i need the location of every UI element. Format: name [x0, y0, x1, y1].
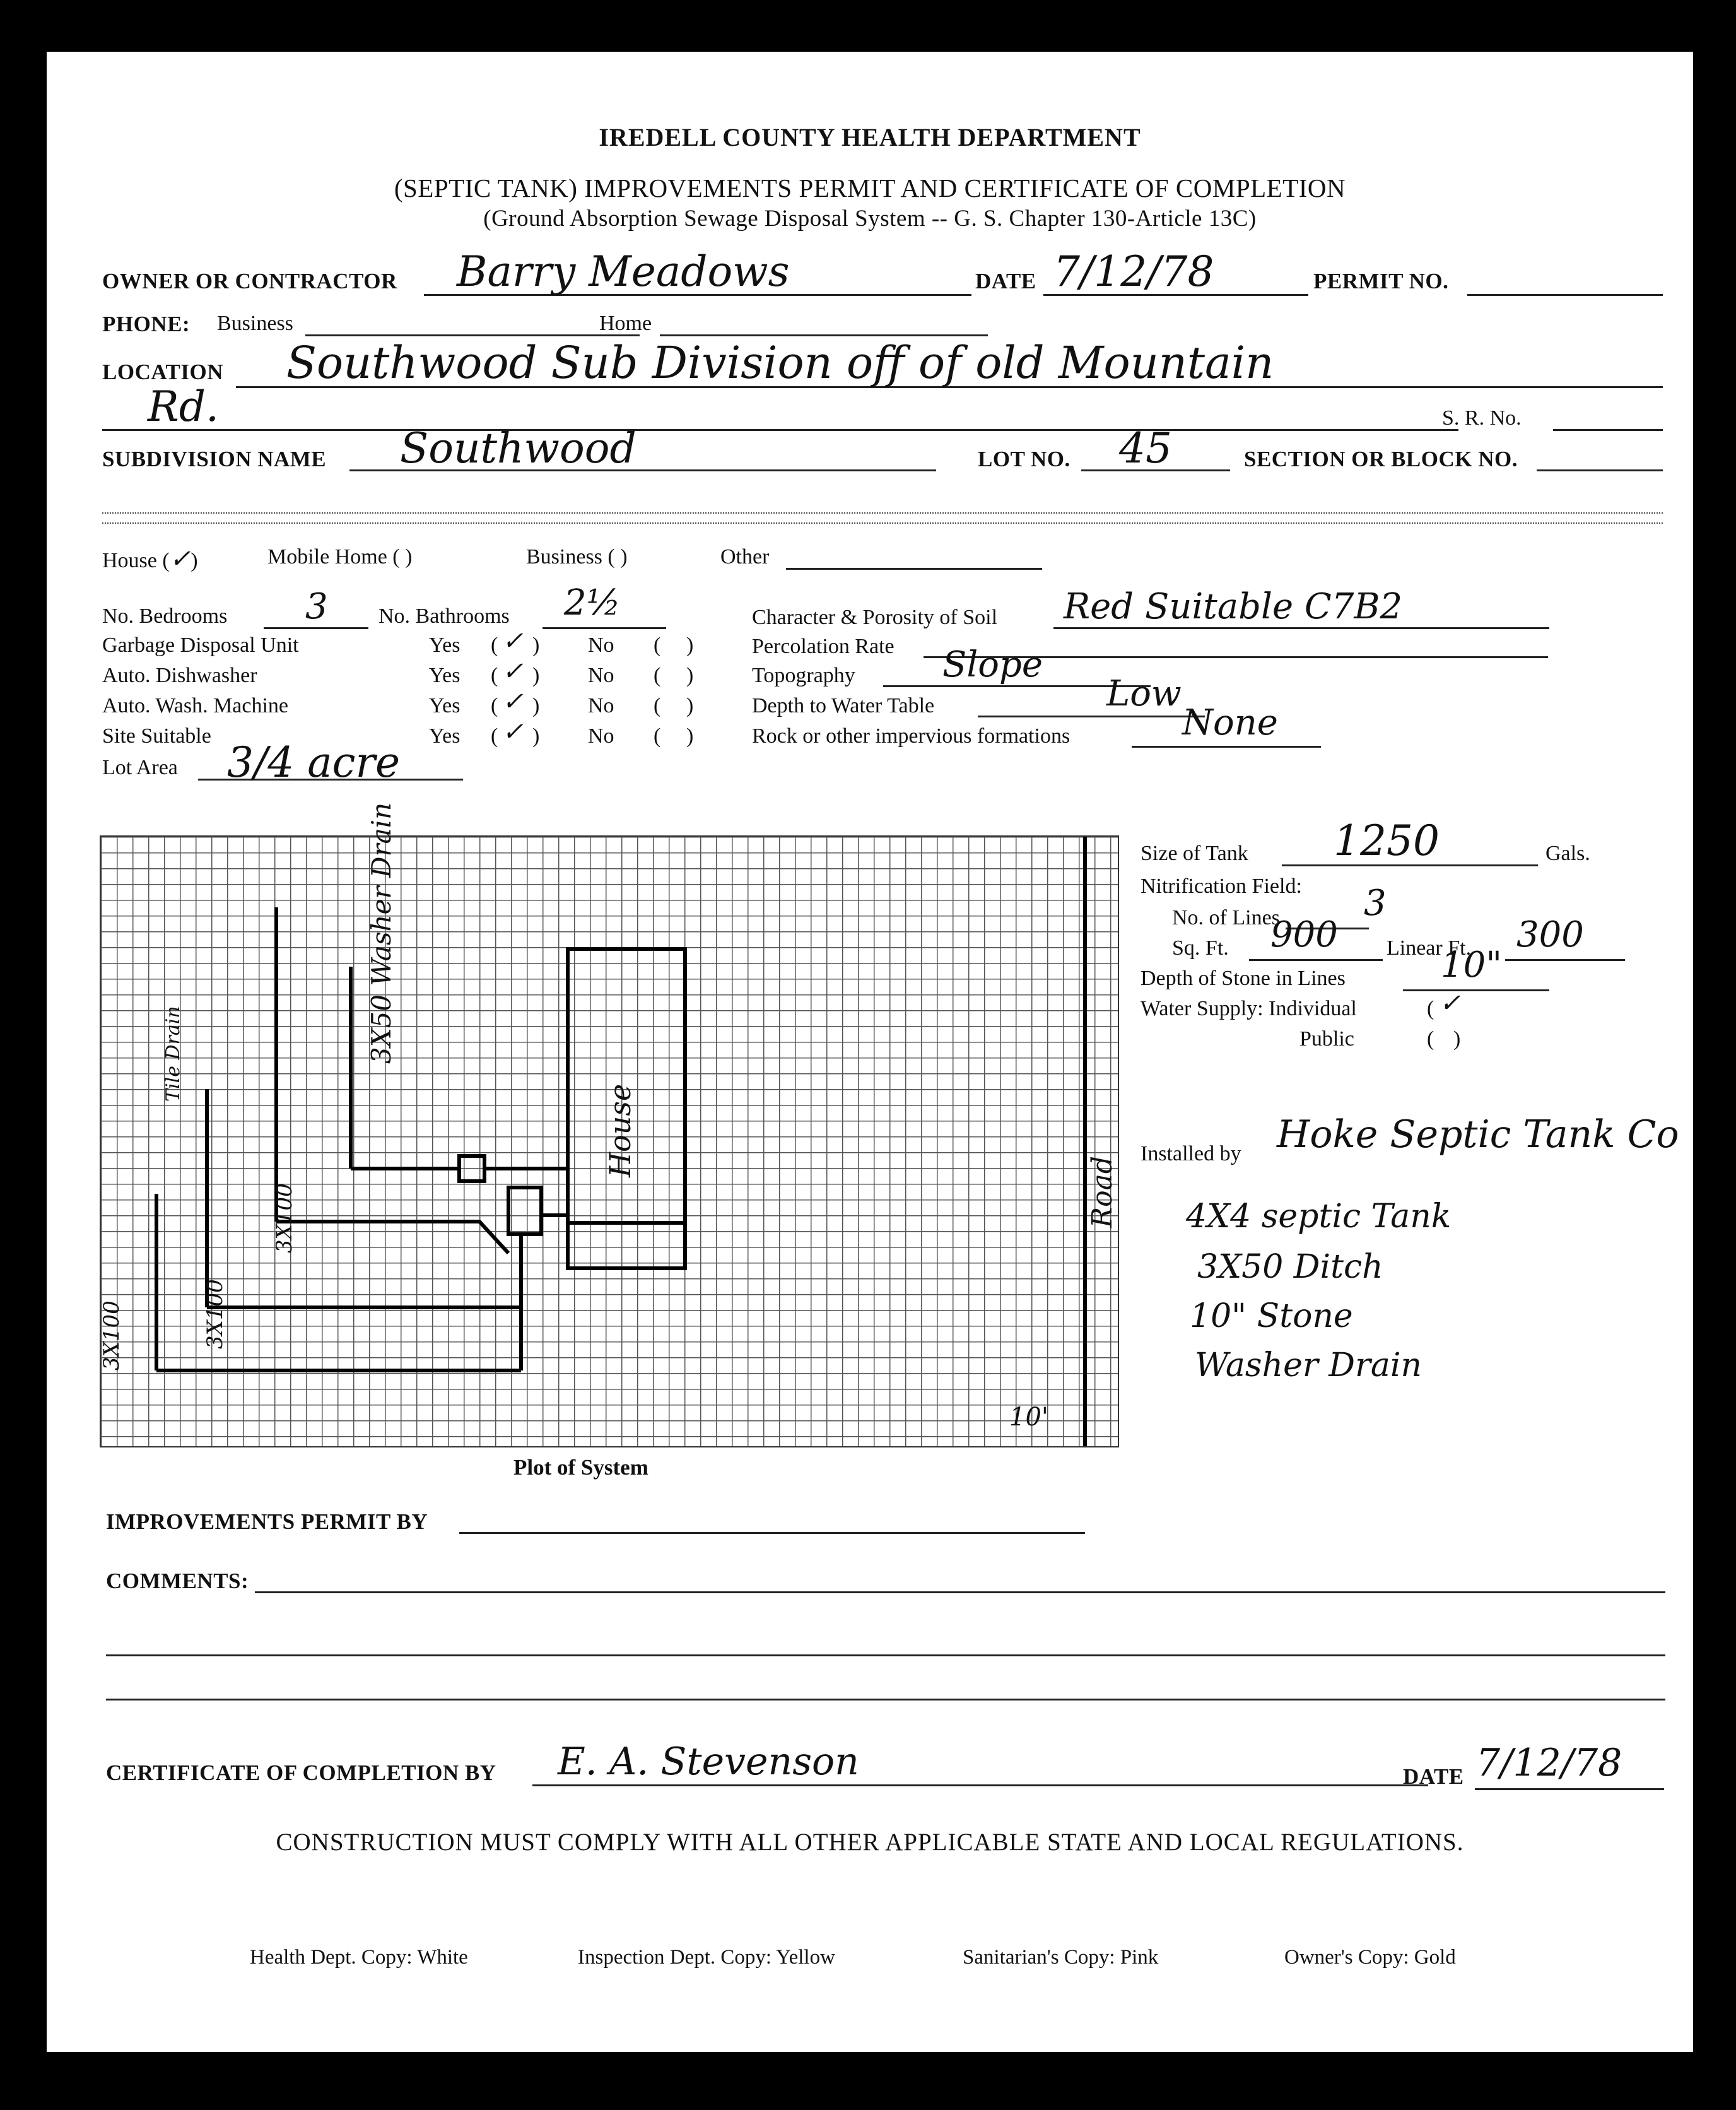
no-label: No: [588, 634, 614, 657]
phone-home-label: Home: [599, 312, 652, 335]
installed-by-value: Hoke Septic Tank Co: [1277, 1112, 1679, 1157]
lot-area-value: 3/4 acre: [227, 738, 401, 787]
type-mobile-home: Mobile Home ( ): [267, 545, 413, 569]
no-paren-open: (: [654, 664, 661, 687]
washer-drain-label: 3X50 Washer Drain: [366, 802, 397, 1064]
scale-label: 10': [1009, 1403, 1048, 1432]
yes-paren-close: ): [532, 664, 540, 687]
appliance-label: Garbage Disposal Unit: [102, 634, 299, 657]
copy-sanitarian: Sanitarian's Copy: Pink: [963, 1946, 1159, 1969]
yes-label: Yes: [429, 724, 460, 748]
water-public-label: Public: [1299, 1027, 1354, 1051]
permit-no-label: PERMIT NO.: [1313, 269, 1449, 293]
copy-owner: Owner's Copy: Gold: [1284, 1946, 1456, 1969]
date-label: DATE: [975, 269, 1036, 293]
yes-paren-open: (: [491, 664, 498, 687]
yes-label: Yes: [429, 664, 460, 687]
sqft-value: 900: [1270, 914, 1338, 955]
lot-area-label: Lot Area: [102, 756, 178, 779]
plot-grid: [99, 802, 1119, 1447]
yes-mark: ✓: [502, 717, 524, 746]
linear-label: Linear Ft.: [1387, 936, 1472, 960]
appliance-label: Auto. Dishwasher: [102, 664, 257, 687]
water-public-paren-close: ): [1453, 1027, 1461, 1051]
water-individual-paren-open: (: [1427, 997, 1434, 1020]
yes-paren-open: (: [491, 634, 498, 657]
comments-label: COMMENTS:: [106, 1569, 249, 1593]
type-other: Other: [720, 545, 770, 569]
owner-value: Barry Meadows: [457, 247, 790, 296]
compliance-notice: CONSTRUCTION MUST COMPLY WITH ALL OTHER APPLICABLE STATE AND LOCAL REGULATIONS.: [276, 1829, 1464, 1856]
water-supply-label: Water Supply: Individual: [1141, 997, 1357, 1020]
no-paren-close: ): [686, 724, 694, 748]
no-paren-open: (: [654, 694, 661, 717]
no-paren-close: ): [686, 694, 694, 717]
soil-character-label: Character & Porosity of Soil: [752, 606, 998, 629]
no-paren-open: (: [654, 634, 661, 657]
yes-mark: ✓: [502, 687, 524, 716]
lines-value: 3: [1364, 883, 1387, 924]
lot-no-value: 45: [1119, 424, 1172, 473]
bedrooms-value: 3: [305, 586, 328, 627]
bathrooms-label: No. Bathrooms: [378, 604, 510, 628]
yes-paren-open: (: [491, 724, 498, 748]
no-paren-open: (: [654, 724, 661, 748]
appliance-label: Auto. Wash. Machine: [102, 694, 289, 717]
bathrooms-value: 2½: [564, 582, 621, 623]
section-label: SECTION OR BLOCK NO.: [1244, 447, 1518, 471]
yes-paren-close: ): [532, 634, 540, 657]
tank-size-unit: Gals.: [1545, 842, 1590, 865]
line-b-label: 3X100: [202, 1279, 228, 1349]
yes-paren-close: ): [532, 694, 540, 717]
line-c-label: 3X100: [99, 1300, 124, 1370]
water-individual-mark: ✓: [1440, 989, 1461, 1018]
percolation-label: Percolation Rate: [752, 635, 894, 658]
subdivision-value: Southwood: [400, 424, 636, 473]
drain-field-label: Tile Drain: [162, 1006, 184, 1102]
appliance-label: Site Suitable: [102, 724, 211, 748]
topography-label: Topography: [752, 664, 855, 687]
yes-mark: ✓: [502, 657, 524, 686]
tank-size-label: Size of Tank: [1141, 842, 1248, 865]
soil-character-value: Red Suitable C7B2: [1064, 586, 1403, 627]
type-business: Business ( ): [526, 545, 628, 569]
location-value-line2: Rd.: [148, 382, 219, 431]
type-house: House (✓): [102, 545, 198, 574]
yes-label: Yes: [429, 694, 460, 717]
bedrooms-label: No. Bedrooms: [102, 604, 228, 628]
water-table-label: Depth to Water Table: [752, 694, 935, 717]
yes-paren-open: (: [491, 694, 498, 717]
yes-paren-close: ): [532, 724, 540, 748]
sr-no-label: S. R. No.: [1442, 406, 1522, 430]
no-label: No: [588, 694, 614, 717]
road-label: Road: [1086, 1155, 1118, 1228]
phone-business-label: Business: [217, 312, 293, 335]
line-a-label: 3X100: [272, 1183, 297, 1253]
installed-by-label: Installed by: [1141, 1142, 1241, 1165]
lines-label: No. of Lines: [1172, 906, 1280, 929]
owner-label: OWNER OR CONTRACTOR: [102, 269, 397, 293]
location-value-line1: Southwood Sub Division off of old Mountain: [286, 337, 1274, 389]
stone-depth-value: 10": [1441, 945, 1503, 986]
stone-depth-label: Depth of Stone in Lines: [1141, 967, 1346, 990]
house-label: House: [603, 1083, 637, 1177]
no-paren-close: ): [686, 634, 694, 657]
yes-label: Yes: [429, 634, 460, 657]
agency-title: IREDELL COUNTY HEALTH DEPARTMENT: [599, 123, 1141, 151]
sqft-label: Sq. Ft.: [1172, 936, 1229, 960]
plot-caption: Plot of System: [513, 1455, 648, 1480]
certificate-date-value: 7/12/78: [1476, 1741, 1622, 1785]
copy-health-dept: Health Dept. Copy: White: [250, 1946, 468, 1969]
water-table-value: Low: [1106, 673, 1182, 714]
no-paren-close: ): [686, 664, 694, 687]
certificate-label: CERTIFICATE OF COMPLETION BY: [106, 1760, 496, 1785]
rock-value: None: [1182, 702, 1278, 743]
phone-label: PHONE:: [102, 312, 191, 336]
form-title: (SEPTIC TANK) IMPROVEMENTS PERMIT AND CERTIFICATE OF COMPLETION: [394, 174, 1346, 203]
date-value: 7/12/78: [1053, 247, 1214, 296]
subdivision-label: SUBDIVISION NAME: [102, 447, 327, 471]
install-note: 4X4 septic Tank: [1186, 1198, 1452, 1235]
nitrification-label: Nitrification Field:: [1141, 875, 1302, 898]
form-subtitle: (Ground Absorption Sewage Disposal System -- G. S. Chapter 130-Article 13C): [483, 206, 1257, 232]
certificate-signature: E. A. Stevenson: [558, 1740, 859, 1784]
no-label: No: [588, 664, 614, 687]
no-label: No: [588, 724, 614, 748]
permit-by-label: IMPROVEMENTS PERMIT BY: [106, 1509, 428, 1534]
yes-mark: ✓: [502, 627, 524, 656]
rock-label: Rock or other impervious formations: [752, 724, 1070, 748]
linear-value: 300: [1516, 914, 1584, 955]
topography-value: Slope: [942, 644, 1043, 685]
copy-inspection-dept: Inspection Dept. Copy: Yellow: [578, 1946, 835, 1969]
install-note: 3X50 Ditch: [1197, 1248, 1383, 1286]
tank-size-value: 1250: [1334, 816, 1440, 865]
location-label: LOCATION: [102, 360, 223, 384]
lot-no-label: LOT NO.: [978, 447, 1070, 471]
permit-form: [47, 52, 1693, 2052]
water-public-paren-open: (: [1427, 1027, 1434, 1051]
install-note: 10" Stone: [1190, 1297, 1353, 1335]
certificate-date-label: DATE: [1403, 1764, 1464, 1789]
install-note: Washer Drain: [1195, 1347, 1422, 1384]
